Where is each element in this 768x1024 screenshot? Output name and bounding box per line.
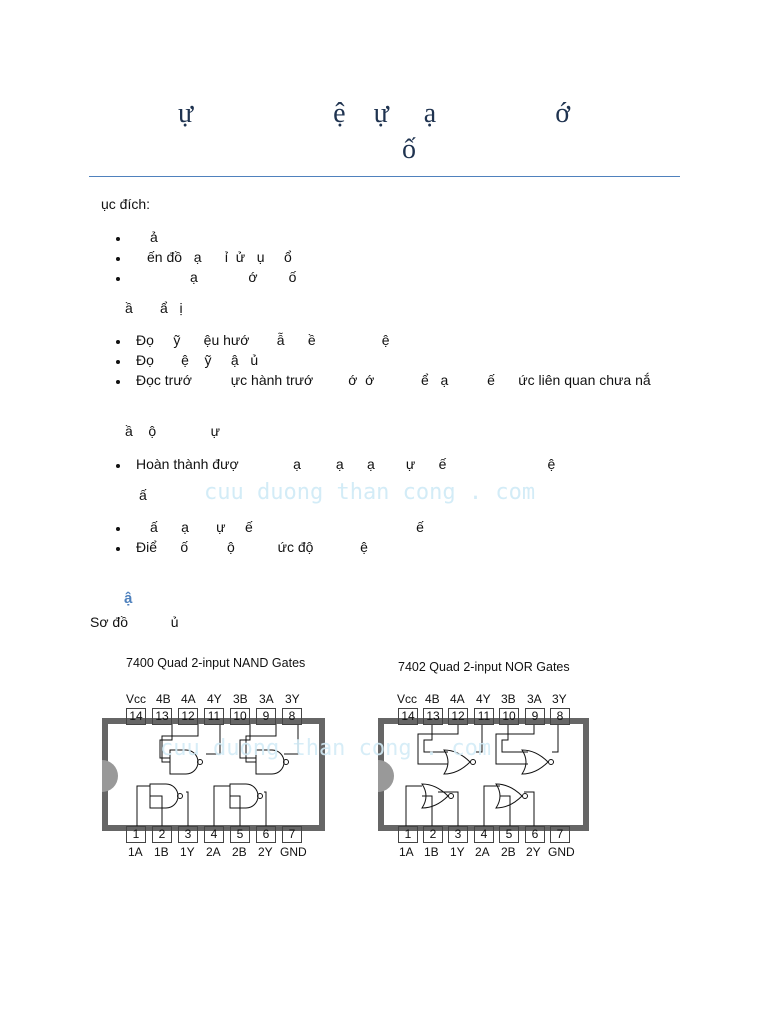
pin-label: 2Y bbox=[526, 845, 541, 859]
pin-number: 6 bbox=[256, 826, 276, 843]
pin-label: 1Y bbox=[180, 845, 195, 859]
pin-number: 4 bbox=[204, 826, 224, 843]
bullet bbox=[116, 380, 120, 384]
pin-label: 4B bbox=[425, 692, 440, 706]
pin-label: 2B bbox=[232, 845, 247, 859]
purpose-label: ục đích: bbox=[101, 196, 151, 212]
pin-number: 10 bbox=[230, 708, 250, 725]
pin-number: 12 bbox=[178, 708, 198, 725]
schematic-label: Sơ đồ ủ bbox=[90, 614, 179, 630]
pin-number: 4 bbox=[474, 826, 494, 843]
pin-number: 5 bbox=[499, 826, 519, 843]
bullet bbox=[116, 547, 120, 551]
pin-label: 1B bbox=[424, 845, 439, 859]
watermark: cuu duong than cong . com bbox=[204, 480, 536, 505]
title-rule bbox=[89, 176, 680, 177]
pin-number: 1 bbox=[126, 826, 146, 843]
pin-number: 13 bbox=[152, 708, 172, 725]
pin-label: GND bbox=[548, 845, 575, 859]
pin-label: 4A bbox=[450, 692, 465, 706]
pin-label: 2A bbox=[206, 845, 221, 859]
pin-label: 1A bbox=[128, 845, 143, 859]
bullet bbox=[116, 340, 120, 344]
pin-label: 4Y bbox=[207, 692, 222, 706]
purpose-item: ến đồ ạ ỉ ử ụ ổ bbox=[147, 249, 292, 265]
bullet bbox=[116, 464, 120, 468]
tasks-sublabel: ấ bbox=[139, 487, 147, 503]
pin-number: 7 bbox=[550, 826, 570, 843]
pin-number: 9 bbox=[525, 708, 545, 725]
pin-label: 1Y bbox=[450, 845, 465, 859]
pin-number: 11 bbox=[204, 708, 224, 725]
pin-number: 6 bbox=[525, 826, 545, 843]
watermark-overlay: cuu duong than cong . com bbox=[160, 736, 492, 761]
pin-label: 3B bbox=[501, 692, 516, 706]
pin-label: 3A bbox=[527, 692, 542, 706]
chip-title-7402: 7402 Quad 2-input NOR Gates bbox=[398, 660, 570, 674]
pin-number: 11 bbox=[474, 708, 494, 725]
pin-label: 1B bbox=[154, 845, 169, 859]
pin-label: 1A bbox=[399, 845, 414, 859]
pin-number: 7 bbox=[282, 826, 302, 843]
pin-number: 8 bbox=[550, 708, 570, 725]
task-item: ấ ạ ự ế ế bbox=[150, 519, 424, 535]
requirement-item: Đọ ỹ ệu hướ ẫ ề ệ bbox=[136, 332, 390, 348]
pin-label: GND bbox=[280, 845, 307, 859]
pin-label: 3Y bbox=[285, 692, 300, 706]
pin-number: 2 bbox=[152, 826, 172, 843]
pin-number: 3 bbox=[178, 826, 198, 843]
pin-number: 14 bbox=[398, 708, 418, 725]
doc-title-line2: ố bbox=[402, 134, 416, 165]
task-item: Điể ố ộ ức độ ệ bbox=[136, 539, 368, 555]
pin-number: 2 bbox=[423, 826, 443, 843]
bullet bbox=[116, 360, 120, 364]
bullet bbox=[116, 527, 120, 531]
pin-label: Vcc bbox=[126, 692, 147, 706]
bullet bbox=[116, 277, 120, 281]
pin-number: 1 bbox=[398, 826, 418, 843]
pin-number: 10 bbox=[499, 708, 519, 725]
task-item: Hoàn thành đượ ạ ạ ạ ự ế ệ bbox=[136, 456, 556, 472]
pin-label: 4A bbox=[181, 692, 196, 706]
pin-label: 2Y bbox=[258, 845, 273, 859]
pin-number: 9 bbox=[256, 708, 276, 725]
chip-title-7400: 7400 Quad 2-input NAND Gates bbox=[126, 656, 306, 670]
pin-number: 12 bbox=[448, 708, 468, 725]
pin-label: 3Y bbox=[552, 692, 567, 706]
purpose-item: ạ ớ ố bbox=[190, 269, 297, 285]
requirement-item: Đọc trướ ực hành trướ ớ ớ ể ạ ế ức liên quan chưa nắ bbox=[136, 372, 651, 388]
requirement-item: Đọ ệ ỹ ậ ủ bbox=[136, 352, 259, 368]
pin-number: 3 bbox=[448, 826, 468, 843]
section-heading: ậ bbox=[124, 590, 133, 607]
pin-label: Vcc bbox=[397, 692, 418, 706]
pin-label: 4Y bbox=[476, 692, 491, 706]
pin-label: 3B bbox=[233, 692, 248, 706]
bullet bbox=[116, 257, 120, 261]
pin-label: 4B bbox=[156, 692, 171, 706]
requirements-label: ầ ẩ ị bbox=[125, 300, 183, 316]
tasks-label: ầ ộ ự bbox=[125, 423, 220, 439]
pin-label: 2A bbox=[475, 845, 490, 859]
doc-title-line1: ự ệ ự ạ ớ bbox=[178, 98, 571, 129]
pin-number: 14 bbox=[126, 708, 146, 725]
pin-label: 2B bbox=[501, 845, 516, 859]
pin-number: 13 bbox=[423, 708, 443, 725]
pin-label: 3A bbox=[259, 692, 274, 706]
pin-number: 5 bbox=[230, 826, 250, 843]
bullet bbox=[116, 237, 120, 241]
pin-number: 8 bbox=[282, 708, 302, 725]
purpose-item: ả bbox=[150, 229, 158, 245]
